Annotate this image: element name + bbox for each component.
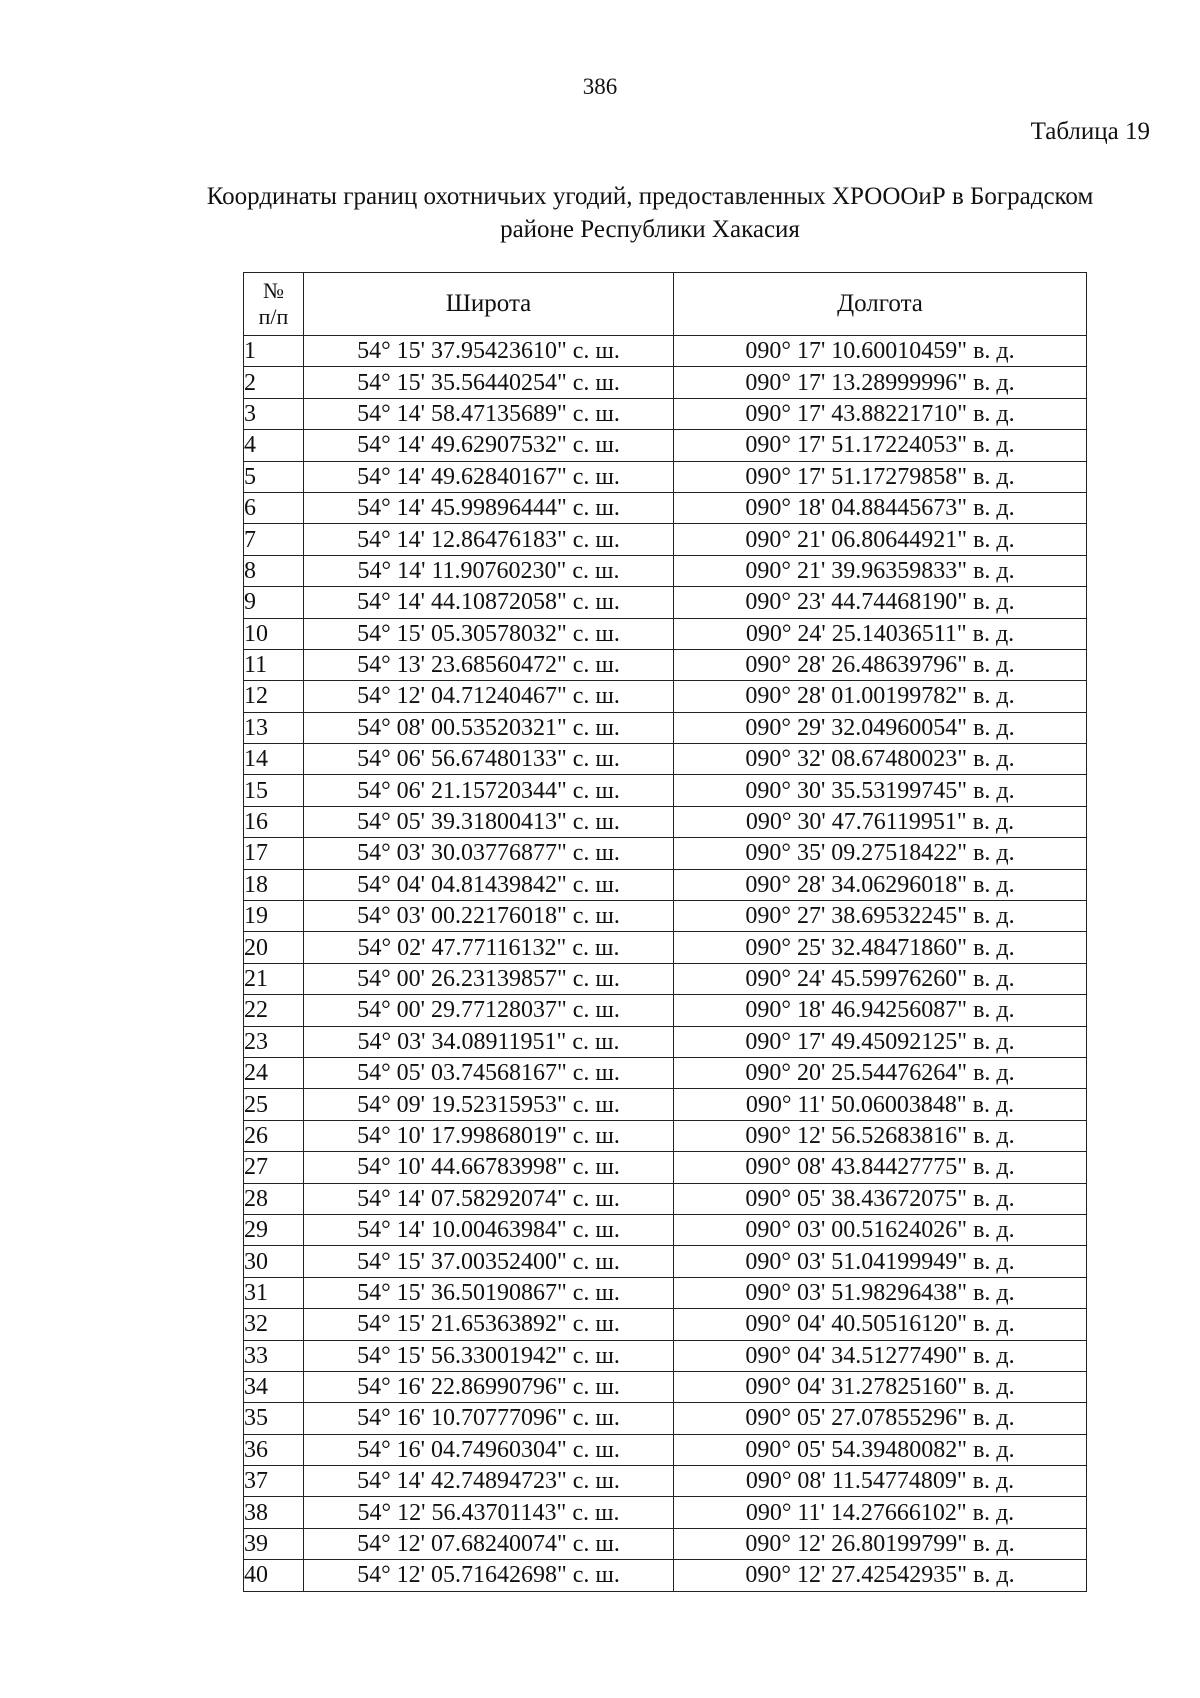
row-number: 11: [244, 649, 304, 680]
table-row: [244, 806, 1087, 837]
longitude-cell: 090° 29' 32.04960054" в. д.: [674, 712, 1087, 743]
latitude-cell: 54° 06' 56.67480133" с. ш.: [304, 744, 674, 775]
row-number: 39: [244, 1528, 304, 1559]
row-number: 25: [244, 1089, 304, 1120]
longitude-cell: 090° 05' 27.07855296" в. д.: [674, 1403, 1087, 1434]
table-row: [244, 1434, 1087, 1465]
longitude-cell: 090° 03' 51.04199949" в. д.: [674, 1246, 1087, 1277]
longitude-cell: 090° 25' 32.48471860" в. д.: [674, 932, 1087, 963]
title-line-2: районе Республики Хакасия: [500, 216, 800, 243]
longitude-cell: 090° 17' 49.45092125" в. д.: [674, 1026, 1087, 1057]
latitude-cell: 54° 12' 07.68240074" с. ш.: [304, 1528, 674, 1559]
latitude-cell: 54° 15' 35.56440254" с. ш.: [304, 367, 674, 398]
latitude-cell: 54° 14' 58.47135689" с. ш.: [304, 398, 674, 429]
latitude-cell: 54° 15' 37.00352400" с. ш.: [304, 1246, 674, 1277]
table-row: [244, 492, 1087, 523]
row-number: 35: [244, 1403, 304, 1434]
latitude-cell: 54° 03' 34.08911951" с. ш.: [304, 1026, 674, 1057]
longitude-cell: 090° 17' 10.60010459" в. д.: [674, 336, 1087, 367]
row-number: 12: [244, 681, 304, 712]
longitude-cell: 090° 12' 56.52683816" в. д.: [674, 1120, 1087, 1151]
table-row: [244, 869, 1087, 900]
table-row: [244, 1026, 1087, 1057]
table-row: [244, 1152, 1087, 1183]
header-longitude: Долгота: [674, 273, 1087, 336]
latitude-cell: 54° 15' 56.33001942" с. ш.: [304, 1340, 674, 1371]
row-number: 32: [244, 1309, 304, 1340]
latitude-cell: 54° 06' 21.15720344" с. ш.: [304, 775, 674, 806]
table-row: [244, 1497, 1087, 1528]
table-row: [244, 1309, 1087, 1340]
latitude-cell: 54° 02' 47.77116132" с. ш.: [304, 932, 674, 963]
latitude-cell: 54° 00' 29.77128037" с. ш.: [304, 995, 674, 1026]
row-number: 36: [244, 1434, 304, 1465]
row-number: 3: [244, 398, 304, 429]
row-number: 7: [244, 524, 304, 555]
row-number: 29: [244, 1214, 304, 1245]
latitude-cell: 54° 15' 37.95423610" с. ш.: [304, 336, 674, 367]
latitude-cell: 54° 14' 07.58292074" с. ш.: [304, 1183, 674, 1214]
table-row: [244, 775, 1087, 806]
latitude-cell: 54° 15' 05.30578032" с. ш.: [304, 618, 674, 649]
latitude-cell: 54° 16' 10.70777096" с. ш.: [304, 1403, 674, 1434]
table-row: [244, 367, 1087, 398]
table-row: [244, 1120, 1087, 1151]
latitude-cell: 54° 14' 49.62907532" с. ш.: [304, 430, 674, 461]
table-row: [244, 1528, 1087, 1559]
table-row: [244, 1340, 1087, 1371]
longitude-cell: 090° 24' 25.14036511" в. д.: [674, 618, 1087, 649]
table-row: [244, 1560, 1087, 1591]
latitude-cell: 54° 08' 00.53520321" с. ш.: [304, 712, 674, 743]
table-row: [244, 963, 1087, 994]
longitude-cell: 090° 08' 11.54774809" в. д.: [674, 1466, 1087, 1497]
latitude-cell: 54° 14' 49.62840167" с. ш.: [304, 461, 674, 492]
table-row: [244, 712, 1087, 743]
row-number: 15: [244, 775, 304, 806]
table-row: [244, 461, 1087, 492]
longitude-cell: 090° 18' 46.94256087" в. д.: [674, 995, 1087, 1026]
header-latitude: Широта: [304, 273, 674, 336]
longitude-cell: 090° 12' 26.80199799" в. д.: [674, 1528, 1087, 1559]
longitude-cell: 090° 04' 40.50516120" в. д.: [674, 1309, 1087, 1340]
table-row: [244, 932, 1087, 963]
longitude-cell: 090° 03' 51.98296438" в. д.: [674, 1277, 1087, 1308]
longitude-cell: 090° 21' 06.80644921" в. д.: [674, 524, 1087, 555]
table-row: [244, 336, 1087, 367]
row-number: 17: [244, 838, 304, 869]
table-row: [244, 1277, 1087, 1308]
page-number: 386: [582, 74, 618, 99]
longitude-cell: 090° 17' 51.17279858" в. д.: [674, 461, 1087, 492]
coordinates-table: [243, 272, 1087, 1592]
latitude-cell: 54° 16' 22.86990796" с. ш.: [304, 1371, 674, 1402]
latitude-cell: 54° 10' 17.99868019" с. ш.: [304, 1120, 674, 1151]
row-number: 37: [244, 1466, 304, 1497]
table-body: [244, 336, 1087, 1592]
row-number: 6: [244, 492, 304, 523]
longitude-cell: 090° 04' 31.27825160" в. д.: [674, 1371, 1087, 1402]
table-row: [244, 524, 1087, 555]
latitude-cell: 54° 14' 11.90760230" с. ш.: [304, 555, 674, 586]
longitude-cell: 090° 28' 34.06296018" в. д.: [674, 869, 1087, 900]
row-number: 22: [244, 995, 304, 1026]
table-row: [244, 681, 1087, 712]
table-row: [244, 1057, 1087, 1088]
longitude-cell: 090° 12' 27.42542935" в. д.: [674, 1560, 1087, 1591]
longitude-cell: 090° 30' 47.76119951" в. д.: [674, 806, 1087, 837]
row-number: 24: [244, 1057, 304, 1088]
row-number: 31: [244, 1277, 304, 1308]
latitude-cell: 54° 12' 04.71240467" с. ш.: [304, 681, 674, 712]
longitude-cell: 090° 28' 26.48639796" в. д.: [674, 649, 1087, 680]
longitude-cell: 090° 30' 35.53199745" в. д.: [674, 775, 1087, 806]
longitude-cell: 090° 17' 51.17224053" в. д.: [674, 430, 1087, 461]
latitude-cell: 54° 15' 36.50190867" с. ш.: [304, 1277, 674, 1308]
table-row: [244, 555, 1087, 586]
row-number: 1: [244, 336, 304, 367]
longitude-cell: 090° 03' 00.51624026" в. д.: [674, 1214, 1087, 1245]
row-number: 26: [244, 1120, 304, 1151]
table-row: [244, 1371, 1087, 1402]
latitude-cell: 54° 05' 03.74568167" с. ш.: [304, 1057, 674, 1088]
table-row: [244, 1403, 1087, 1434]
longitude-cell: 090° 04' 34.51277490" в. д.: [674, 1340, 1087, 1371]
latitude-cell: 54° 04' 04.81439842" с. ш.: [304, 869, 674, 900]
latitude-cell: 54° 14' 10.00463984" с. ш.: [304, 1214, 674, 1245]
table-label: Таблица 19: [1030, 118, 1150, 145]
latitude-cell: 54° 12' 56.43701143" с. ш.: [304, 1497, 674, 1528]
longitude-cell: 090° 24' 45.59976260" в. д.: [674, 963, 1087, 994]
latitude-cell: 54° 14' 12.86476183" с. ш.: [304, 524, 674, 555]
longitude-cell: 090° 17' 43.88221710" в. д.: [674, 398, 1087, 429]
row-number: 2: [244, 367, 304, 398]
row-number: 27: [244, 1152, 304, 1183]
table-row: [244, 838, 1087, 869]
latitude-cell: 54° 03' 30.03776877" с. ш.: [304, 838, 674, 869]
longitude-cell: 090° 11' 50.06003848" в. д.: [674, 1089, 1087, 1120]
latitude-cell: 54° 05' 39.31800413" с. ш.: [304, 806, 674, 837]
row-number: 20: [244, 932, 304, 963]
row-number: 19: [244, 901, 304, 932]
latitude-cell: 54° 03' 00.22176018" с. ш.: [304, 901, 674, 932]
table-header-row: [244, 273, 1087, 336]
latitude-cell: 54° 15' 21.65363892" с. ш.: [304, 1309, 674, 1340]
latitude-cell: 54° 00' 26.23139857" с. ш.: [304, 963, 674, 994]
row-number: 5: [244, 461, 304, 492]
table-row: [244, 744, 1087, 775]
longitude-cell: 090° 11' 14.27666102" в. д.: [674, 1497, 1087, 1528]
table-row: [244, 587, 1087, 618]
row-number: 8: [244, 555, 304, 586]
row-number: 14: [244, 744, 304, 775]
longitude-cell: 090° 27' 38.69532245" в. д.: [674, 901, 1087, 932]
table-row: [244, 430, 1087, 461]
row-number: 13: [244, 712, 304, 743]
row-number: 4: [244, 430, 304, 461]
table-row: [244, 1246, 1087, 1277]
row-number: 18: [244, 869, 304, 900]
longitude-cell: 090° 17' 13.28999996" в. д.: [674, 367, 1087, 398]
table-row: [244, 1214, 1087, 1245]
latitude-cell: 54° 13' 23.68560472" с. ш.: [304, 649, 674, 680]
latitude-cell: 54° 14' 44.10872058" с. ш.: [304, 587, 674, 618]
row-number: 34: [244, 1371, 304, 1402]
row-number: 40: [244, 1560, 304, 1591]
table-row: [244, 649, 1087, 680]
latitude-cell: 54° 10' 44.66783998" с. ш.: [304, 1152, 674, 1183]
longitude-cell: 090° 32' 08.67480023" в. д.: [674, 744, 1087, 775]
row-number: 16: [244, 806, 304, 837]
row-number: 21: [244, 963, 304, 994]
header-number-abbr: п/п: [258, 304, 289, 329]
latitude-cell: 54° 16' 04.74960304" с. ш.: [304, 1434, 674, 1465]
table-row: [244, 1089, 1087, 1120]
longitude-cell: 090° 08' 43.84427775" в. д.: [674, 1152, 1087, 1183]
latitude-cell: 54° 14' 42.74894723" с. ш.: [304, 1466, 674, 1497]
row-number: 28: [244, 1183, 304, 1214]
longitude-cell: 090° 23' 44.74468190" в. д.: [674, 587, 1087, 618]
table-row: [244, 1183, 1087, 1214]
longitude-cell: 090° 20' 25.54476264" в. д.: [674, 1057, 1087, 1088]
row-number: 33: [244, 1340, 304, 1371]
header-number-symbol: №: [263, 278, 284, 303]
row-number: 23: [244, 1026, 304, 1057]
row-number: 10: [244, 618, 304, 649]
latitude-cell: 54° 14' 45.99896444" с. ш.: [304, 492, 674, 523]
longitude-cell: 090° 21' 39.96359833" в. д.: [674, 555, 1087, 586]
longitude-cell: 090° 28' 01.00199782" в. д.: [674, 681, 1087, 712]
header-number: [244, 273, 304, 336]
table-row: [244, 995, 1087, 1026]
table-row: [244, 618, 1087, 649]
longitude-cell: 090° 35' 09.27518422" в. д.: [674, 838, 1087, 869]
longitude-cell: 090° 05' 54.39480082" в. д.: [674, 1434, 1087, 1465]
title-line-1: Координаты границ охотничьих угодий, предоставленных ХРОООиР в Боградском: [206, 183, 1094, 210]
table-row: [244, 901, 1087, 932]
row-number: 9: [244, 587, 304, 618]
longitude-cell: 090° 18' 04.88445673" в. д.: [674, 492, 1087, 523]
row-number: 38: [244, 1497, 304, 1528]
latitude-cell: 54° 12' 05.71642698" с. ш.: [304, 1560, 674, 1591]
document-title: [150, 180, 1150, 246]
longitude-cell: 090° 05' 38.43672075" в. д.: [674, 1183, 1087, 1214]
latitude-cell: 54° 09' 19.52315953" с. ш.: [304, 1089, 674, 1120]
table-row: [244, 398, 1087, 429]
table-row: [244, 1466, 1087, 1497]
row-number: 30: [244, 1246, 304, 1277]
